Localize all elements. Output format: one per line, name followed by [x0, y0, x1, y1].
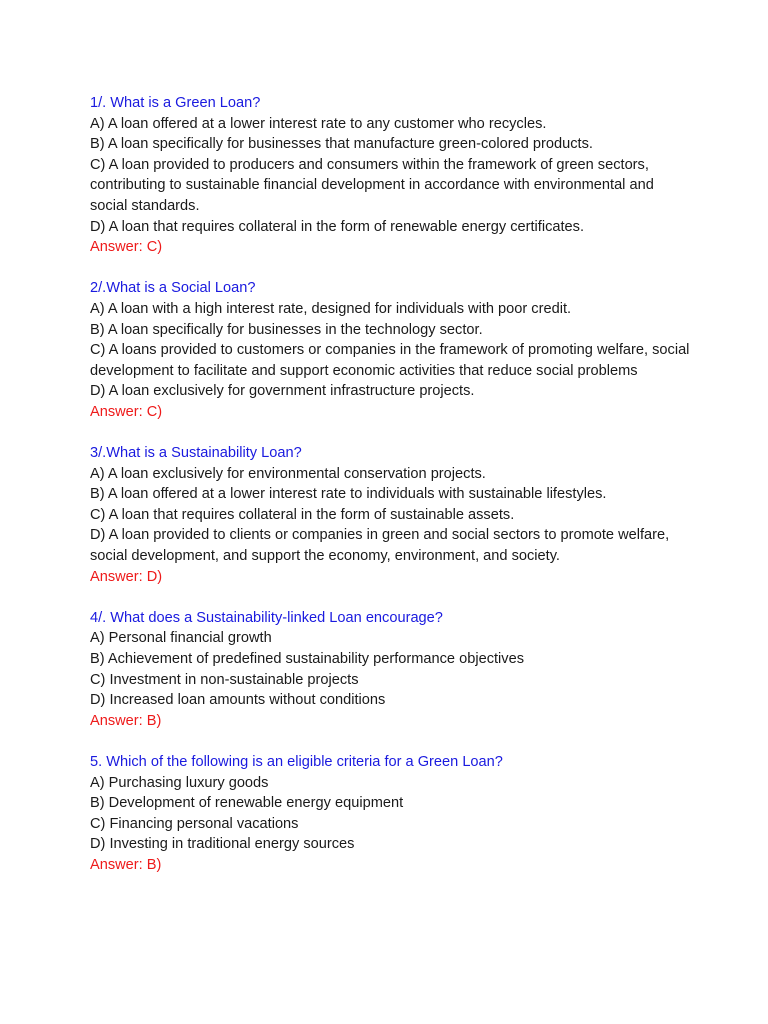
answer-option: A) A loan exclusively for environmental conservation projects. [90, 465, 486, 482]
answer-option: A) Personal financial growth [90, 630, 272, 647]
question-block [90, 608, 690, 732]
quiz-content [90, 93, 690, 896]
question-block [90, 93, 690, 258]
answer-option: A) A loan offered at a lower interest rate to any customer who recycles. [90, 115, 547, 132]
question-block [90, 278, 690, 422]
answer-option: B) Development of renewable energy equipment [90, 795, 404, 812]
correct-answer: Answer: C) [90, 403, 163, 420]
answer-option: C) A loan that requires collateral in the form of sustainable assets. [90, 506, 515, 523]
answer-option: A) Purchasing luxury goods [90, 774, 269, 791]
question-title: 2/.What is a Social Loan? [90, 280, 256, 297]
answer-option: D) Investing in traditional energy sources [90, 836, 355, 853]
question-title: 1/. What is a Green Loan? [90, 95, 261, 111]
answer-option: B) A loan specifically for businesses that manufacture green-colored products. [90, 136, 593, 153]
answer-option: D) A loan that requires collateral in the form of renewable energy certificates. [90, 218, 585, 235]
answer-option: B) A loan offered at a lower interest rate to individuals with sustainable lifestyles. [90, 486, 607, 503]
answer-option: C) A loans provided to customers or companies in the framework of promoting welfare, social development to facilitate and support economic activities that reduce social problems [90, 342, 690, 379]
question-title: 3/.What is a Sustainability Loan? [90, 445, 302, 462]
question-title: 5. Which of the following is an eligible criteria for a Green Loan? [90, 754, 503, 770]
correct-answer: Answer: B) [90, 856, 162, 873]
answer-option: D) Increased loan amounts without conditions [90, 692, 386, 709]
answer-option: B) Achievement of predefined sustainability performance objectives [90, 651, 524, 668]
answer-option: B) A loan specifically for businesses in the technology sector. [90, 321, 483, 338]
answer-option: A) A loan with a high interest rate, designed for individuals with poor credit. [90, 300, 572, 317]
answer-option: C) A loan provided to producers and consumers within the framework of green sectors, contributing to sustainable financial development in accordance with environmental and social standards. [90, 156, 654, 214]
question-block [90, 752, 690, 876]
answer-option: D) A loan exclusively for government infrastructure projects. [90, 383, 475, 400]
correct-answer: Answer: C) [90, 239, 163, 256]
correct-answer: Answer: B) [90, 712, 162, 729]
answer-option: C) Investment in non-sustainable projects [90, 671, 359, 688]
answer-option: C) Financing personal vacations [90, 815, 299, 832]
question-title: 4/. What does a Sustainability-linked Loan encourage? [90, 609, 443, 626]
correct-answer: Answer: D) [90, 568, 163, 585]
answer-option: D) A loan provided to clients or companies in green and social sectors to promote welfare, social development, and support the economy, environment, and society. [90, 527, 670, 565]
question-block [90, 443, 690, 587]
